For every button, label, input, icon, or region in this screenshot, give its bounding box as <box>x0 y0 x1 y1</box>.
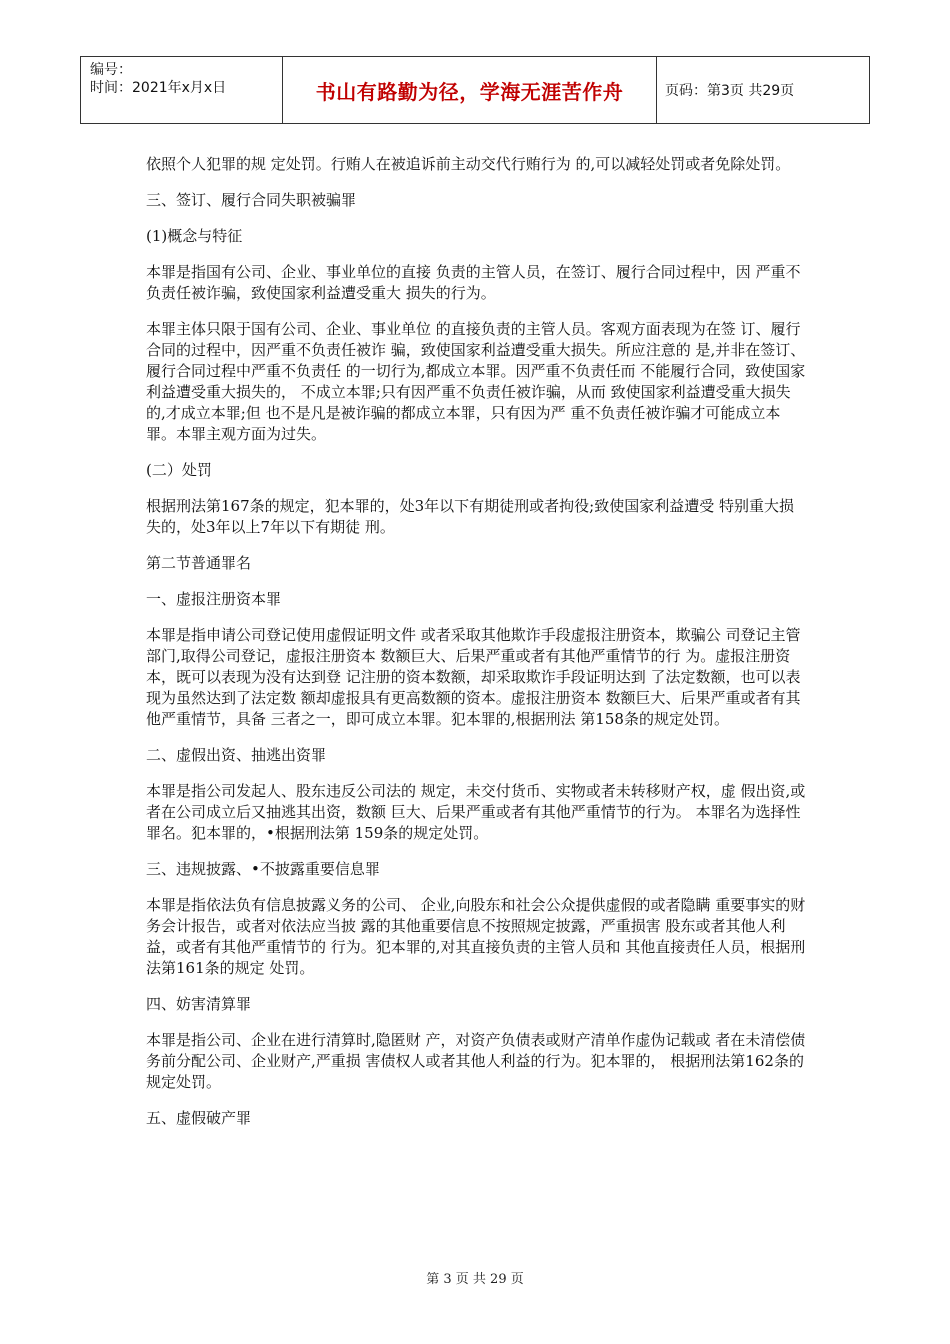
page-footer: 第 3 页 共 29 页 <box>426 1272 524 1287</box>
document-body <box>146 154 806 1144</box>
paragraph: 本罪是指依法负有信息披露义务的公司、 企业,向股东和社会公众提供虚假的或者隐瞒 重要事实的财务会计报告，或者对依法应当披 露的其他重要信息不按照规定披露，严重损害 股东或者其他人利益，或者有其他严重情节的 行为。犯本罪的,对其直接负责的主管人员和 其他直接责任人员，根据刑法第161条的规定 处罚。 <box>146 896 806 977</box>
header-motto: 书山有路勤为径，学海无涯苦作舟 <box>283 57 657 123</box>
paragraph: 本罪是指公司发起人、股东违反公司法的 规定，未交付货币、实物或者未转移财产权，虚 假出资,或者在公司成立后又抽逃其出资，数额 巨大、后果严重或者有其他严重情节的行为。 本罪名为选择性罪名。犯本罪的，•根据刑法第 159条的规定处罚。 <box>146 782 806 842</box>
section-heading: 一、虚报注册资本罪 <box>146 590 282 608</box>
header-page-info: 页码：第3页 共29页 <box>665 83 795 99</box>
section-heading: 二、虚假出资、抽逃出资罪 <box>146 746 327 764</box>
paragraph: 本罪是指国有公司、企业、事业单位的直接 负责的主管人员，在签订、履行合同过程中，因 严重不负责任被诈骗，致使国家利益遭受重大 损失的行为。 <box>146 263 801 302</box>
chapter-heading: 第二节普通罪名 <box>146 554 252 572</box>
header-meta <box>81 57 283 123</box>
section-heading: 三、违规披露、•不披露重要信息罪 <box>146 860 380 878</box>
section-heading: 五、虚假破产罪 <box>146 1109 252 1127</box>
document-date: 时间：2021年x月x日 <box>90 80 227 96</box>
document-number: 编号： <box>90 62 132 78</box>
paragraph: 本罪主体只限于国有公司、企业、事业单位 的直接负责的主管人员。客观方面表现为在签 订、履行合同的过程中，因严重不负责任被诈 骗，致使国家利益遭受重大损失。所应注意的 是,并非在签订、履行合同过程中严重不负责任 的一切行为,都成立本罪。因严重不负责任而 不能履行合同，致使国家利益遭受重大损失的， 不成立本罪;只有因严重不负责任被诈骗，从而 致使国家利益遭受重大损失的,才成立本罪;但 也不是凡是被诈骗的都成立本罪，只有因为严 重不负责任被诈骗才可能成立本罪。本罪主观方面为过失。 <box>146 320 806 443</box>
section-heading: 四、妨害清算罪 <box>146 995 252 1013</box>
subsection-heading: (二）处罚 <box>146 461 212 479</box>
paragraph: 本罪是指申请公司登记使用虚假证明文件 或者采取其他欺诈手段虚报注册资本，欺骗公 司登记主管部门,取得公司登记，虚报注册资本 数额巨大、后果严重或者有其他严重情节的行 为。虚报注册资本，既可以表现为没有达到登 记注册的资本数额，却采取欺诈手段证明达到 了法定数额，也可以表现为虽然达到了法定数 额却虚报具有更高数额的资本。虚报注册资本 数额巨大、后果严重或者有其他严重情节，具备 三者之一，即可成立本罪。犯本罪的,根据刑法 第158条的规定处罚。 <box>146 626 801 728</box>
page-header <box>80 56 870 124</box>
paragraph: 根据刑法第167条的规定，犯本罪的，处3年以下有期徒刑或者拘役;致使国家利益遭受 特别重大损失的，处3年以上7年以下有期徒 刑。 <box>146 497 794 536</box>
paragraph: 依照个人犯罪的规 定处罚。行贿人在被追诉前主动交代行贿行为 的,可以减轻处罚或者免除处罚。 <box>146 155 791 173</box>
subsection-heading: (1)概念与特征 <box>146 227 243 245</box>
section-heading: 三、签订、履行合同失职被骗罪 <box>146 191 357 209</box>
paragraph: 本罪是指公司、企业在进行清算时,隐匿财 产，对资产负债表或财产清单作虚伪记载或 者在未清偿债务前分配公司、企业财产,严重损 害债权人或者其他人利益的行为。犯本罪的， 根据刑法第162条的规定处罚。 <box>146 1031 806 1091</box>
